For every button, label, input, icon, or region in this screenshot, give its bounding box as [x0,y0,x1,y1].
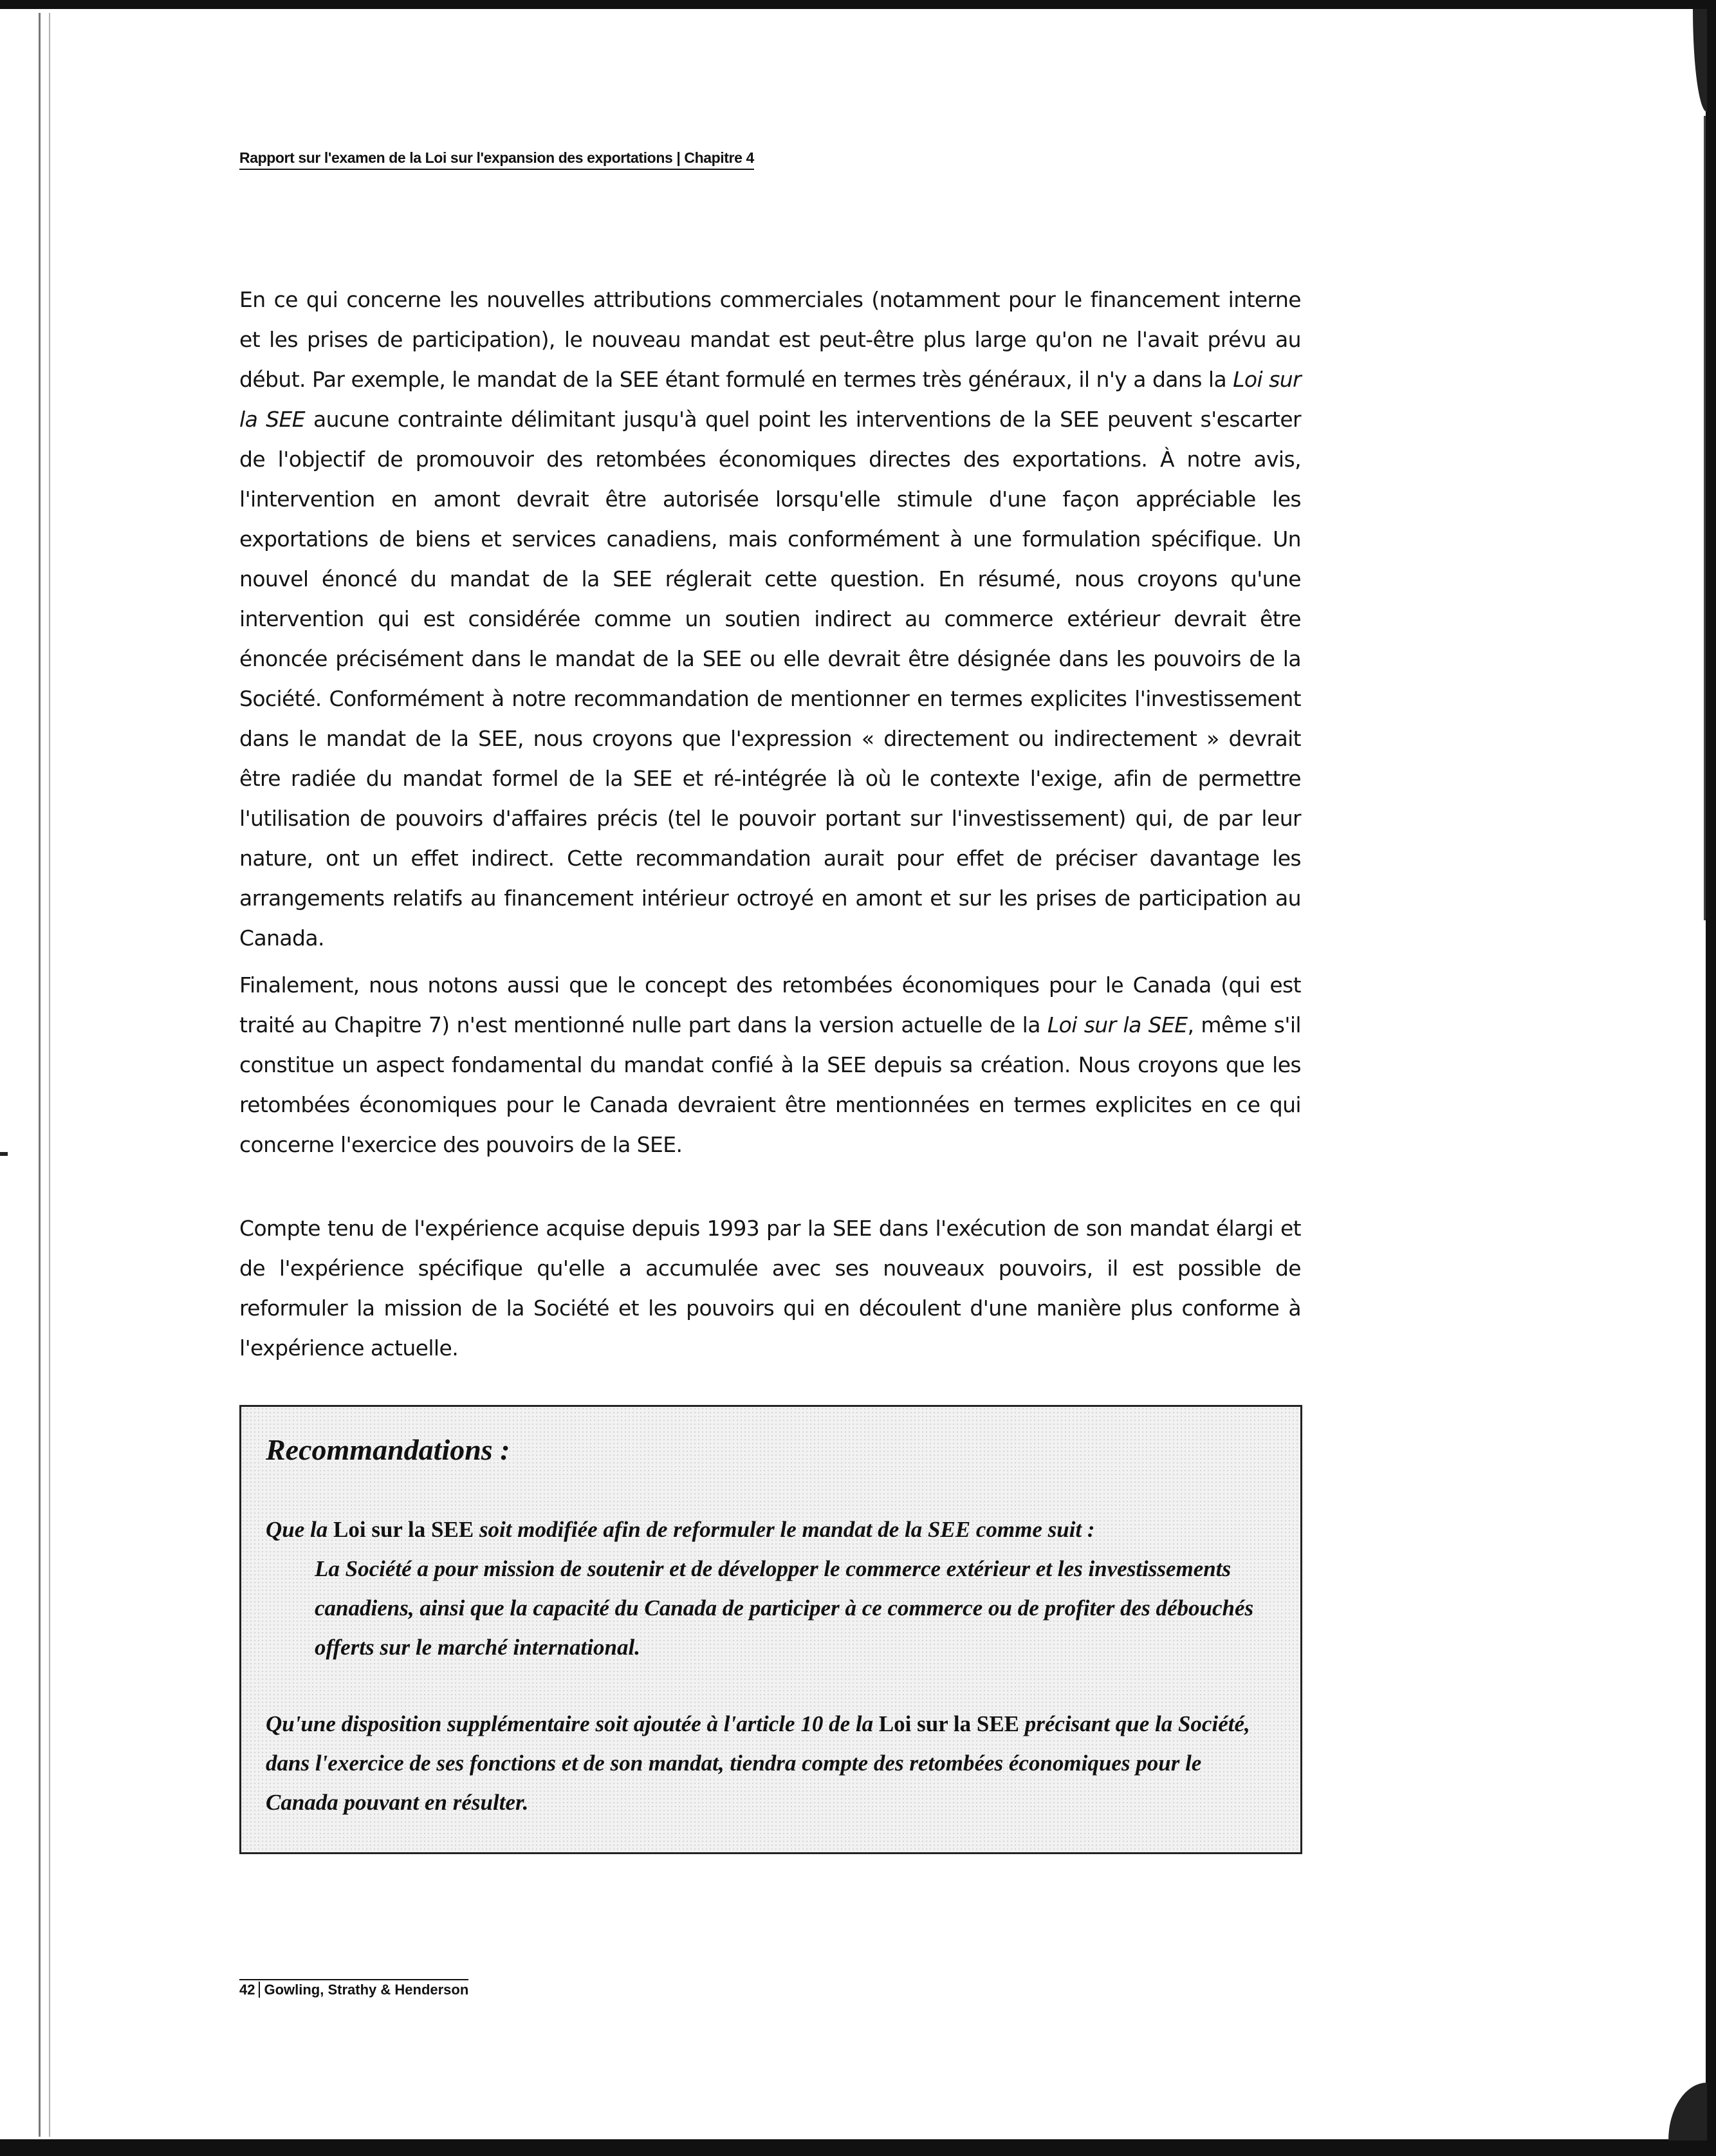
scan-binding-line-faint [49,13,50,2137]
scan-border-bottom [0,2139,1716,2156]
recommendations-title: Recommandations : [266,1433,510,1466]
recommendation-text: Que la [266,1517,333,1542]
recommendation-text: Qu'une disposition supplémentaire soit ajoutée à l'article 10 de la [266,1711,879,1736]
law-title: Loi sur la SEE [878,1711,1020,1736]
footer-firm: Gowling, Strathy & Henderson [264,1982,469,1998]
scan-page-curl [1693,9,1707,112]
scan-page-curl-bottom [1668,2083,1707,2141]
scan-border-right [1706,0,1716,2156]
recommendation-quote: La Société a pour mission de soutenir et de développer le commerce extérieur et les investissements canadiens, ainsi que la capacité du Canada de participer à ce commerce ou de profiter des débouchés offerts sur le marché international. [315,1556,1254,1660]
law-title-italic: Loi sur la SEE [1047,1012,1188,1037]
law-title: Loi sur la SEE [333,1517,474,1542]
recommendation-text: soit modifiée afin de reformuler le mandat de la SEE comme suit : [474,1517,1095,1542]
paragraph-experience: Compte tenu de l'expérience acquise depuis 1993 par la SEE dans l'exécution de son mandat élargi et de l'expérience spécifique qu'elle a accumulée avec ses nouveaux pouvoirs, il est possible de reformuler la mission de la Société et les pouvoirs qui en découlent d'une manière plus conforme à l'expérience actuelle. [239,1216,1301,1361]
paragraph-text: aucune contrainte délimitant jusqu'à quel point les interventions de la SEE peuvent s'escarter de l'objectif de promouvoir des retombées économiques directes des exportations. À notre avis, l'intervention en amont devrait être autorisée lorsqu'elle stimule d'une façon appréciable les exportations de biens et services canadiens, mais conformément à une formulation spécifique. Un nouvel énoncé du mandat de la SEE réglerait cette question. En résumé, nous croyons qu'une intervention qui est considérée comme un soutien indirect au commerce extérieur devrait être énoncée précisément dans le mandat de la SEE ou elle devrait être désignée dans les pouvoirs de la Société. Conformément à notre recommandation de mentionner en termes explicites l'investissement dans le mandat de la SEE, nous croyons que l'expression « directement ou indirectement » devrait être radiée du mandat formel de la SEE et ré-intégrée là où le contexte l'exige, afin de permettre l'utilisation de pouvoirs d'affaires précis (tel le pouvoir portant sur l'investissement) qui, de par leur nature, ont un effet indirect. Cette recommandation aurait pour effet de préciser davantage les arrangements relatifs au financement intérieur octroyé en amont et sur les prises de participation au Canada. [239,407,1302,951]
scan-border-top [0,0,1716,9]
page-number: 42 [239,1982,255,1998]
footer-separator [259,1982,260,1998]
recommendation-2 [266,1704,1276,1822]
recommendation-text: précisant que la Société, dans l'exercice de ses fonctions et de son mandat, tiendra compte des retombées économiques pour le Canada pouvant en résulter. [266,1711,1250,1815]
running-header: Rapport sur l'examen de la Loi sur l'expansion des exportations | Chapitre 4 [239,149,754,170]
paragraph-economic-benefits [239,965,1301,1165]
scan-edge-line [1704,116,1706,920]
recommendation-1 [266,1510,1276,1667]
law-title-italic: Loi sur la SEE [239,367,1301,432]
paragraph-text: En ce qui concerne les nouvelles attributions commerciales (notamment pour le financement interne et les prises de participation), le nouveau mandat est peut-être plus large qu'on ne l'avait prévu au début. Par exemple, le mandat de la SEE étant formulé en termes très généraux, il n'y a dans la [239,287,1301,392]
recommendations-box [239,1405,1302,1854]
page-footer [239,1979,468,1998]
scan-mark [0,1152,8,1156]
paragraph-text: Finalement, nous notons aussi que le concept des retombées économiques pour le Canada (qui est traité au Chapitre 7) n'est mentionné nulle part dans la version actuelle de la [239,972,1301,1037]
paragraph-mandate-scope [239,280,1301,958]
scan-binding-line [39,13,41,2137]
paragraph-text: , même s'il constitue un aspect fondamental du mandat confié à la SEE depuis sa création. Nous croyons que les retombées économiques pour le Canada devraient être mentionnées en termes explicites en ce qui concerne l'exercice des pouvoirs de la SEE. [239,1012,1301,1157]
